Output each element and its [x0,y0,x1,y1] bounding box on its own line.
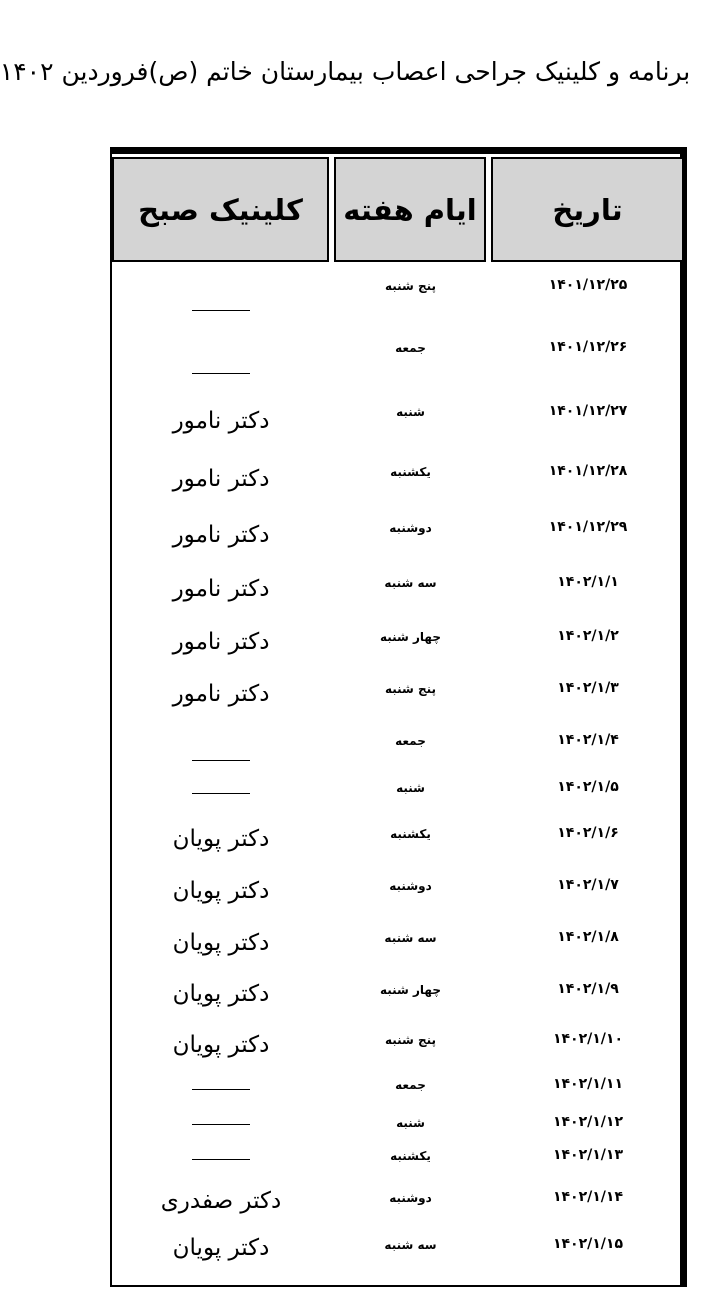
date-cell: ۱۴۰۲/۱/۱۱ [552,1076,624,1092]
date-cell: ۱۴۰۱/۱۲/۲۹ [548,519,628,535]
table-row [110,813,687,865]
weekday-cell: یکشنبه [390,1149,431,1163]
weekday-cell: شنبه [396,405,425,419]
date-cell: ۱۴۰۲/۱/۷ [557,877,619,893]
table-row [110,1224,687,1272]
empty-clinic-dash [192,1124,250,1125]
weekday-cell: شنبه [396,781,425,795]
date-cell: ۱۴۰۲/۱/۸ [557,929,619,945]
weekday-cell: جمعه [395,1078,426,1092]
table-row [110,865,687,917]
clinic-doctor: دکتر نامور [172,681,270,707]
weekday-cell: سه شنبه [384,576,437,590]
date-cell: ۱۴۰۱/۱۲/۲۷ [548,403,628,419]
table-row [110,773,687,813]
date-cell: ۱۴۰۲/۱/۱۴ [552,1189,624,1205]
weekday-cell: دوشنبه [389,521,432,535]
clinic-doctor: دکتر پویان [172,1235,270,1261]
weekday-cell: پنج شنبه [384,682,437,696]
table-row [110,969,687,1019]
clinic-doctor: دکتر پویان [172,930,270,956]
table-row [110,1070,687,1108]
header-date: تاریخ [491,157,684,262]
table-row [110,1019,687,1070]
table-row [110,451,687,507]
table-row [110,720,687,773]
empty-clinic-dash [192,793,250,794]
header-day: ایام هفته [334,157,486,262]
date-cell: ۱۴۰۲/۱/۱۲ [552,1114,624,1130]
weekday-cell: پنج شنبه [384,1033,437,1047]
weekday-cell: جمعه [395,734,426,748]
weekday-cell: سه شنبه [384,931,437,945]
weekday-cell: دوشنبه [389,879,432,893]
date-cell: ۱۴۰۲/۱/۱۳ [552,1147,624,1163]
weekday-cell: یکشنبه [390,827,431,841]
empty-clinic-dash [192,1159,250,1160]
clinic-doctor: دکتر پویان [172,1031,270,1058]
date-cell: ۱۴۰۲/۱/۱۰ [552,1031,624,1047]
clinic-doctor: دکتر نامور [172,521,270,548]
clinic-doctor: دکتر پویان [172,981,270,1007]
date-cell: ۱۴۰۲/۱/۲ [557,628,619,644]
page-title: برنامه و کلینیک جراحی اعصاب بیمارستان خاتم (ص)فروردین ۱۴۰۲ [0,57,691,86]
weekday-cell: دوشنبه [389,1191,432,1205]
date-cell: ۱۴۰۲/۱/۶ [557,825,619,841]
clinic-doctor: دکتر نامور [172,466,270,492]
empty-clinic-dash [192,310,250,311]
date-cell: ۱۴۰۲/۱/۳ [557,680,619,696]
date-cell: ۱۴۰۱/۱۲/۲۸ [548,463,628,479]
weekday-cell: شنبه [396,1116,425,1130]
table-row [110,265,687,327]
date-cell: ۱۴۰۲/۱/۴ [557,732,619,748]
date-cell: ۱۴۰۲/۱/۱۵ [552,1236,624,1252]
weekday-cell: چهار شنبه [379,983,442,997]
header-clinic: کلینیک صبح [112,157,329,262]
clinic-doctor: دکتر نامور [172,408,270,434]
table-row [110,1108,687,1141]
clinic-doctor: دکتر صفدری [160,1187,282,1214]
weekday-cell: جمعه [395,341,426,355]
table-row [110,391,687,451]
table-row [110,327,687,391]
empty-clinic-dash [192,760,250,761]
schedule-table [110,147,687,1272]
clinic-doctor: دکتر نامور [172,629,270,655]
table-row [110,668,687,720]
table-row [110,562,687,616]
table-row [110,507,687,562]
clinic-doctor: دکتر پویان [172,826,270,852]
empty-clinic-dash [192,373,250,374]
date-cell: ۱۴۰۲/۱/۱ [557,574,619,590]
date-cell: ۱۴۰۲/۱/۹ [557,981,619,997]
date-cell: ۱۴۰۲/۱/۵ [557,779,619,795]
table-row [110,1141,687,1177]
weekday-cell: پنج شنبه [384,279,437,293]
table-row [110,1177,687,1224]
clinic-doctor: دکتر پویان [172,878,270,904]
table-header-row [110,147,687,265]
date-cell: ۱۴۰۱/۱۲/۲۶ [548,339,628,355]
table-row [110,917,687,969]
weekday-cell: یکشنبه [390,465,431,479]
date-cell: ۱۴۰۱/۱۲/۲۵ [548,277,628,293]
table-row [110,616,687,668]
empty-clinic-dash [192,1089,250,1090]
clinic-doctor: دکتر نامور [172,576,270,602]
weekday-cell: سه شنبه [384,1238,437,1252]
weekday-cell: چهار شنبه [379,630,442,644]
